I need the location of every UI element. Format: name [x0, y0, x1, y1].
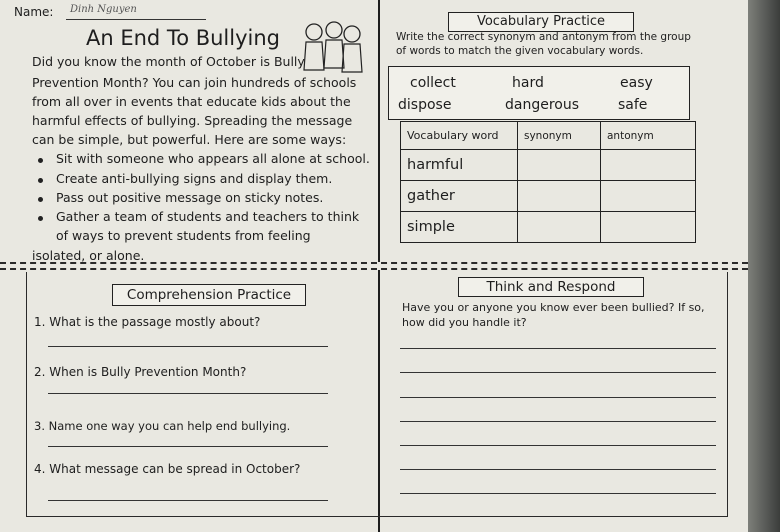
- article-line-5: can be simple, but powerful. Here are some ways:: [32, 132, 347, 147]
- antonym-cell[interactable]: [601, 150, 696, 181]
- word-bank-word: collect: [410, 75, 456, 91]
- respond-prompt-1: Have you or anyone you know ever been bullied? If so,: [402, 301, 705, 314]
- children-drawing: [300, 20, 370, 76]
- antonym-cell[interactable]: [601, 212, 696, 243]
- bullet-icon: [38, 216, 43, 221]
- synonym-cell[interactable]: [518, 150, 601, 181]
- respond-title: Think and Respond: [486, 279, 616, 295]
- bullet-3: Pass out positive message on sticky notes.: [56, 190, 324, 205]
- photo-shadow: [748, 0, 780, 532]
- article-line-1: Did you know the month of October is Bully: [32, 54, 305, 69]
- word-bank-word: dangerous: [505, 97, 580, 113]
- article-title: An End To Bullying: [86, 26, 281, 50]
- vocab-word: simple: [401, 212, 518, 243]
- respond-prompt-2: how did you handle it?: [402, 316, 527, 329]
- student-name: Dinh Nguyen: [70, 4, 137, 15]
- word-bank-word: hard: [512, 75, 544, 91]
- bullet-icon: [38, 197, 43, 202]
- table-header: synonym: [518, 122, 601, 150]
- question-3: 3. Name one way you can help end bullying.: [34, 419, 291, 433]
- vocabulary-instructions-1: Write the correct synonym and antonym from the group: [396, 31, 691, 43]
- vocab-word: harmful: [401, 150, 518, 181]
- bullet-icon: [38, 178, 43, 183]
- name-line: [66, 19, 206, 20]
- question-4: 4. What message can be spread in October?: [34, 462, 301, 476]
- section-dash-2: [0, 268, 748, 270]
- column-divider-top: [378, 0, 380, 262]
- word-bank-word: safe: [618, 97, 648, 113]
- question-2: 2. When is Bully Prevention Month?: [34, 365, 247, 379]
- word-bank-word: dispose: [398, 97, 452, 113]
- synonym-cell[interactable]: [518, 212, 601, 243]
- table-header: antonym: [601, 122, 696, 150]
- section-dash-1: [0, 262, 748, 264]
- vocabulary-instructions-2: of words to match the given vocabulary words.: [396, 45, 644, 57]
- table-header: Vocabulary word: [401, 122, 518, 150]
- bullet-4-line-2: of ways to prevent students from feeling: [56, 228, 311, 243]
- vocabulary-title: Vocabulary Practice: [476, 14, 606, 29]
- bullet-2: Create anti-bullying signs and display them.: [56, 171, 333, 186]
- article-line-4: harmful effects of bullying. Spreading the message: [32, 113, 353, 128]
- vocab-word: gather: [401, 181, 518, 212]
- bullet-4-line-1: Gather a team of students and teachers to think: [56, 209, 360, 224]
- question-1: 1. What is the passage mostly about?: [34, 315, 261, 329]
- word-bank-word: easy: [620, 75, 653, 91]
- comprehension-title: Comprehension Practice: [126, 287, 292, 303]
- name-label: Name:: [14, 5, 54, 19]
- article-line-3: from all over in events that educate kids about the: [32, 94, 351, 109]
- antonym-cell[interactable]: [601, 181, 696, 212]
- bullet-icon: [38, 158, 43, 163]
- bullet-4-line-3: isolated, or alone.: [32, 248, 145, 263]
- vocabulary-title-box: [448, 12, 634, 32]
- bullet-1: Sit with someone who appears all alone at school.: [56, 151, 370, 166]
- synonym-cell[interactable]: [518, 181, 601, 212]
- article-line-2: Prevention Month? You can join hundreds of schools: [32, 75, 357, 90]
- lower-section-border: [26, 272, 728, 517]
- vocabulary-table: [400, 121, 696, 243]
